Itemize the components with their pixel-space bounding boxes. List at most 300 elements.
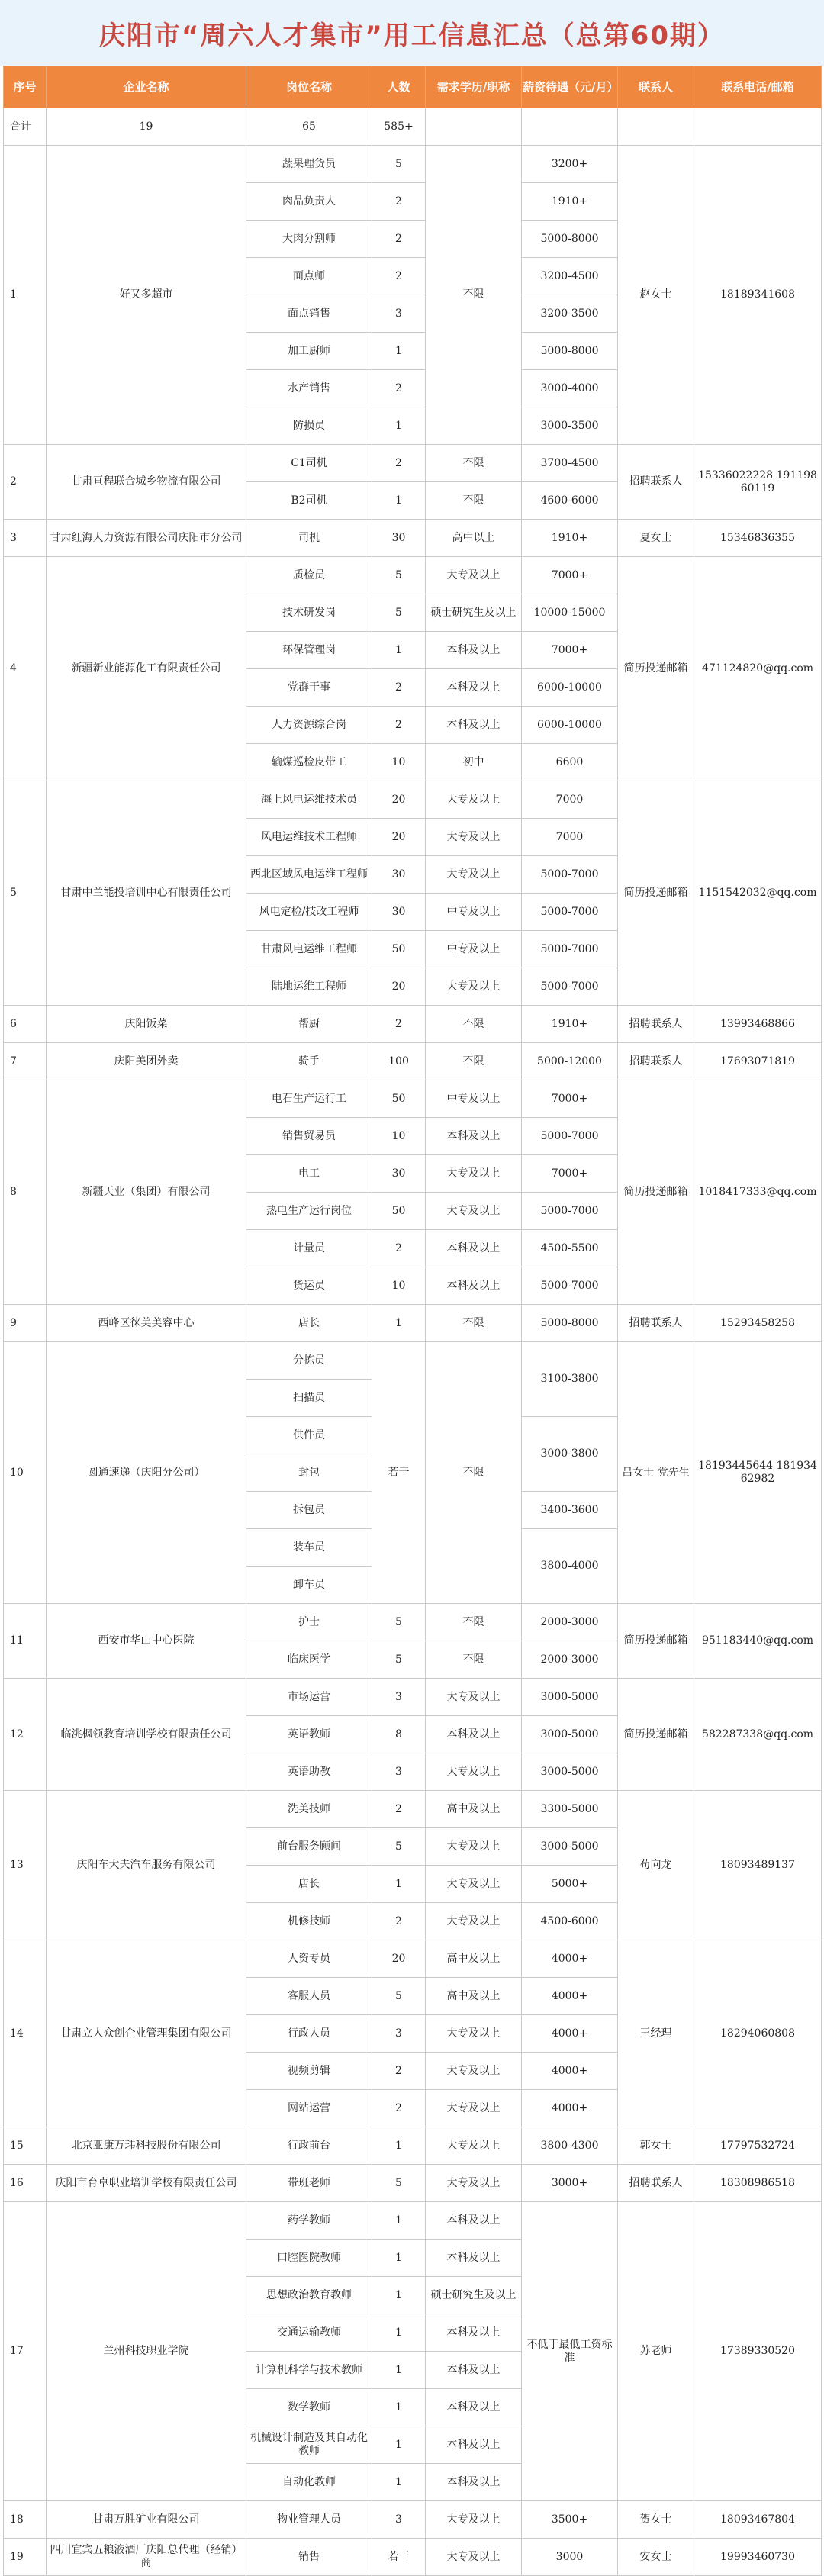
education: 本科及以上 (426, 2240, 522, 2277)
job-title: 面点销售 (246, 295, 372, 333)
table-row (4, 557, 822, 594)
table-row (4, 2539, 822, 2576)
job-count: 1 (372, 2277, 426, 2314)
job-count: 30 (372, 520, 426, 557)
job-title: 陆地运维工程师 (246, 968, 372, 1006)
salary: 4500-6000 (522, 1903, 618, 1940)
job-title: 拆包员 (246, 1492, 372, 1529)
contact-person: 简历投递邮箱 (618, 1679, 694, 1791)
job-title: 人资专员 (246, 1940, 372, 1978)
education: 大专及以上 (426, 781, 522, 819)
table-row (4, 781, 822, 819)
education: 高中以上 (426, 520, 522, 557)
company-name: 甘肃红海人力资源有限公司庆阳市分公司 (47, 520, 246, 557)
contact-person: 王经理 (618, 1940, 694, 2127)
salary: 4000+ (522, 1940, 618, 1978)
job-title: 视频剪辑 (246, 2053, 372, 2090)
contact-person: 招聘联系人 (618, 1006, 694, 1043)
education: 初中 (426, 744, 522, 781)
contact-phone: 17797532724 (694, 2127, 822, 2165)
salary: 3400-3600 (522, 1492, 618, 1529)
contact-phone: 13993468866 (694, 1006, 822, 1043)
job-title: B2司机 (246, 482, 372, 520)
contact-person: 郭女士 (618, 2127, 694, 2165)
education: 大专及以上 (426, 1753, 522, 1791)
job-title: 交通运输教师 (246, 2314, 372, 2352)
job-count: 20 (372, 781, 426, 819)
job-count: 1 (372, 333, 426, 370)
job-title: 面点师 (246, 258, 372, 295)
job-count: 2 (372, 1791, 426, 1828)
education: 大专及以上 (426, 1828, 522, 1866)
job-title: 口腔医院教师 (246, 2240, 372, 2277)
table-row (4, 2202, 822, 2240)
education: 本科及以上 (426, 1118, 522, 1155)
job-count: 3 (372, 1753, 426, 1791)
salary: 3000-5000 (522, 1679, 618, 1716)
total-people: 585+ (372, 108, 426, 146)
job-title: 药学教师 (246, 2202, 372, 2240)
job-count: 2 (372, 183, 426, 221)
job-count: 若干 (372, 2539, 426, 2576)
job-count: 30 (372, 856, 426, 894)
contact-person: 贺女士 (618, 2501, 694, 2539)
job-count: 2 (372, 258, 426, 295)
salary: 6000-10000 (522, 669, 618, 707)
table-row (4, 1679, 822, 1716)
job-title: 英语教师 (246, 1716, 372, 1753)
job-count: 1 (372, 2202, 426, 2240)
contact-person: 吕女士 党先生 (618, 1342, 694, 1604)
job-count: 50 (372, 1080, 426, 1118)
job-title: 电工 (246, 1155, 372, 1193)
row-number: 7 (4, 1043, 47, 1080)
company-name: 甘肃万胜矿业有限公司 (47, 2501, 246, 2539)
salary: 5000-8000 (522, 221, 618, 258)
job-count: 5 (372, 1978, 426, 2015)
job-count: 20 (372, 968, 426, 1006)
salary: 1910+ (522, 520, 618, 557)
row-number: 17 (4, 2202, 47, 2501)
job-count: 5 (372, 1604, 426, 1641)
job-count: 3 (372, 2015, 426, 2053)
row-number: 18 (4, 2501, 47, 2539)
salary: 5000+ (522, 1866, 618, 1903)
header-cell: 联系电话/邮箱 (694, 66, 822, 108)
salary: 6000-10000 (522, 707, 618, 744)
contact-person: 招聘联系人 (618, 445, 694, 520)
contact-person: 赵女士 (618, 146, 694, 445)
job-count: 1 (372, 407, 426, 445)
contact-phone: 471124820@qq.com (694, 557, 822, 781)
job-count: 1 (372, 632, 426, 669)
job-count: 2 (372, 707, 426, 744)
row-number: 5 (4, 781, 47, 1006)
contact-person: 招聘联系人 (618, 2165, 694, 2202)
salary: 5000-7000 (522, 856, 618, 894)
header-cell: 岗位名称 (246, 66, 372, 108)
salary: 6600 (522, 744, 618, 781)
job-title: 肉品负责人 (246, 183, 372, 221)
table-row (4, 1604, 822, 1641)
job-count: 2 (372, 445, 426, 482)
education: 大专及以上 (426, 2015, 522, 2053)
job-title: 前台服务顾问 (246, 1828, 372, 1866)
contact-phone: 15293458258 (694, 1305, 822, 1342)
row-number: 11 (4, 1604, 47, 1679)
salary: 3100-3800 (522, 1342, 618, 1417)
salary: 3000+ (522, 2165, 618, 2202)
company-name: 庆阳车大夫汽车服务有限公司 (47, 1791, 246, 1940)
salary: 4000+ (522, 2015, 618, 2053)
contact-person: 苏老师 (618, 2202, 694, 2501)
salary: 1910+ (522, 1006, 618, 1043)
row-number: 8 (4, 1080, 47, 1305)
table-row (4, 2501, 822, 2539)
company-name: 庆阳美团外卖 (47, 1043, 246, 1080)
education: 本科及以上 (426, 2389, 522, 2426)
job-count: 1 (372, 2426, 426, 2464)
company-name: 四川宜宾五粮液酒厂庆阳总代理（经销）商 (47, 2539, 246, 2576)
salary: 5000-7000 (522, 931, 618, 968)
job-count: 5 (372, 594, 426, 632)
job-title: 质检员 (246, 557, 372, 594)
job-title: 甘肃风电运维工程师 (246, 931, 372, 968)
salary: 3700-4500 (522, 445, 618, 482)
job-count: 3 (372, 1679, 426, 1716)
company-name: 临洮枫领教育培训学校有限责任公司 (47, 1679, 246, 1791)
salary: 3800-4000 (522, 1529, 618, 1604)
job-title: 带班老师 (246, 2165, 372, 2202)
salary: 3200-4500 (522, 258, 618, 295)
education: 不限 (426, 1641, 522, 1679)
education: 本科及以上 (426, 2464, 522, 2501)
salary: 10000-15000 (522, 594, 618, 632)
contact-phone: 1018417333@qq.com (694, 1080, 822, 1305)
row-number: 12 (4, 1679, 47, 1791)
company-name: 甘肃中兰能投培训中心有限责任公司 (47, 781, 246, 1006)
job-title: 机修技师 (246, 1903, 372, 1940)
salary: 5000-8000 (522, 1305, 618, 1342)
education: 大专及以上 (426, 2127, 522, 2165)
salary: 5000-7000 (522, 894, 618, 931)
company-name: 西安市华山中心医院 (47, 1604, 246, 1679)
education: 大专及以上 (426, 1679, 522, 1716)
contact-phone: 17389330520 (694, 2202, 822, 2501)
job-table (3, 66, 822, 2576)
salary: 7000+ (522, 1080, 618, 1118)
job-count: 1 (372, 2464, 426, 2501)
education: 高中及以上 (426, 1940, 522, 1978)
contact-person: 招聘联系人 (618, 1043, 694, 1080)
job-count: 100 (372, 1043, 426, 1080)
header-cell: 企业名称 (47, 66, 246, 108)
job-count: 1 (372, 2314, 426, 2352)
job-title: 风电定检/技改工程师 (246, 894, 372, 931)
job-title: 电石生产运行工 (246, 1080, 372, 1118)
job-count: 5 (372, 1828, 426, 1866)
company-name: 甘肃立人众创企业管理集团有限公司 (47, 1940, 246, 2127)
salary: 7000+ (522, 632, 618, 669)
contact-phone: 19993460730 (694, 2539, 822, 2576)
salary: 3800-4300 (522, 2127, 618, 2165)
job-count: 1 (372, 482, 426, 520)
company-name: 西峰区徕美美容中心 (47, 1305, 246, 1342)
job-title: 大肉分割师 (246, 221, 372, 258)
salary: 5000-12000 (522, 1043, 618, 1080)
row-number: 14 (4, 1940, 47, 2127)
table-row (4, 1305, 822, 1342)
contact-phone: 1151542032@qq.com (694, 781, 822, 1006)
job-title: 司机 (246, 520, 372, 557)
salary: 2000-3000 (522, 1641, 618, 1679)
contact-phone: 18093467804 (694, 2501, 822, 2539)
row-number: 19 (4, 2539, 47, 2576)
row-number: 16 (4, 2165, 47, 2202)
job-count: 30 (372, 894, 426, 931)
total-positions: 65 (246, 108, 372, 146)
row-number: 6 (4, 1006, 47, 1043)
salary: 3000-4000 (522, 370, 618, 407)
contact-phone: 18308986518 (694, 2165, 822, 2202)
education: 大专及以上 (426, 1193, 522, 1230)
contact-person: 简历投递邮箱 (618, 1080, 694, 1305)
job-count: 2 (372, 370, 426, 407)
table-row (4, 1940, 822, 1978)
table-row (4, 2165, 822, 2202)
contact-person: 苟向龙 (618, 1791, 694, 1940)
company-name: 兰州科技职业学院 (47, 2202, 246, 2501)
salary: 7000+ (522, 557, 618, 594)
job-count: 3 (372, 295, 426, 333)
job-title: 党群干事 (246, 669, 372, 707)
job-count: 30 (372, 1155, 426, 1193)
total-label: 合计 (4, 108, 47, 146)
salary: 4000+ (522, 2090, 618, 2127)
row-number: 3 (4, 520, 47, 557)
salary: 1910+ (522, 183, 618, 221)
education: 中专及以上 (426, 894, 522, 931)
contact-phone: 18294060808 (694, 1940, 822, 2127)
job-title: 骑手 (246, 1043, 372, 1080)
job-title: 数学教师 (246, 2389, 372, 2426)
contact-phone: 15346836355 (694, 520, 822, 557)
education: 大专及以上 (426, 2090, 522, 2127)
page-title: 庆阳市“周六人才集市”用工信息汇总（总第60期） (98, 20, 725, 51)
job-title: 人力资源综合岗 (246, 707, 372, 744)
contact-phone: 18193445644 18193462982 (694, 1342, 822, 1604)
header-row (4, 66, 822, 108)
job-title: 防损员 (246, 407, 372, 445)
salary: 5000-7000 (522, 1193, 618, 1230)
education: 中专及以上 (426, 1080, 522, 1118)
job-title: 物业管理人员 (246, 2501, 372, 2539)
job-title: 环保管理岗 (246, 632, 372, 669)
education: 大专及以上 (426, 1155, 522, 1193)
job-title: 护士 (246, 1604, 372, 1641)
salary: 4600-6000 (522, 482, 618, 520)
job-count: 若干 (372, 1342, 426, 1604)
company-name: 庆阳饭菜 (47, 1006, 246, 1043)
row-number: 15 (4, 2127, 47, 2165)
job-count: 50 (372, 931, 426, 968)
job-title: 风电运维技术工程师 (246, 819, 372, 856)
education: 本科及以上 (426, 1230, 522, 1267)
education: 本科及以上 (426, 2352, 522, 2389)
job-title: 帮厨 (246, 1006, 372, 1043)
education: 不限 (426, 146, 522, 445)
job-title: 思想政治教育教师 (246, 2277, 372, 2314)
job-count: 10 (372, 1267, 426, 1305)
contact-person: 安女士 (618, 2539, 694, 2576)
job-title: 热电生产运行岗位 (246, 1193, 372, 1230)
job-count: 1 (372, 2240, 426, 2277)
job-count: 5 (372, 2165, 426, 2202)
row-number: 4 (4, 557, 47, 781)
salary: 4500-5500 (522, 1230, 618, 1267)
table-row (4, 1080, 822, 1118)
contact-phone: 582287338@qq.com (694, 1679, 822, 1791)
company-name: 甘肃亘程联合城乡物流有限公司 (47, 445, 246, 520)
job-count: 10 (372, 1118, 426, 1155)
job-title: 加工厨师 (246, 333, 372, 370)
job-count: 2 (372, 669, 426, 707)
education: 不限 (426, 1604, 522, 1641)
education: 大专及以上 (426, 819, 522, 856)
education: 不限 (426, 1006, 522, 1043)
contact-person: 简历投递邮箱 (618, 781, 694, 1006)
education: 大专及以上 (426, 856, 522, 894)
company-name: 庆阳市育卓职业培训学校有限责任公司 (47, 2165, 246, 2202)
education: 高中及以上 (426, 1978, 522, 2015)
table-row (4, 1342, 822, 1380)
education: 大专及以上 (426, 2053, 522, 2090)
education: 大专及以上 (426, 2165, 522, 2202)
table-row (4, 445, 822, 482)
education: 本科及以上 (426, 2426, 522, 2464)
job-count: 1 (372, 2352, 426, 2389)
row-number: 13 (4, 1791, 47, 1940)
job-title: 水产销售 (246, 370, 372, 407)
job-title: 市场运营 (246, 1679, 372, 1716)
header-cell: 人数 (372, 66, 426, 108)
job-count: 5 (372, 1641, 426, 1679)
job-title: 分拣员 (246, 1342, 372, 1380)
table-row (4, 1043, 822, 1080)
job-count: 2 (372, 2090, 426, 2127)
salary: 3200+ (522, 146, 618, 183)
header-cell: 薪资待遇（元/月） (522, 66, 618, 108)
row-number: 9 (4, 1305, 47, 1342)
table-row (4, 520, 822, 557)
company-name: 新疆新业能源化工有限责任公司 (47, 557, 246, 781)
job-title: 行政前台 (246, 2127, 372, 2165)
salary: 7000 (522, 781, 618, 819)
salary: 3000 (522, 2539, 618, 2576)
salary: 3000-5000 (522, 1716, 618, 1753)
job-count: 1 (372, 1866, 426, 1903)
job-count: 1 (372, 2127, 426, 2165)
job-count: 2 (372, 2053, 426, 2090)
education: 本科及以上 (426, 2202, 522, 2240)
salary: 3000-3500 (522, 407, 618, 445)
education: 硕士研究生及以上 (426, 2277, 522, 2314)
job-title: 卸车员 (246, 1567, 372, 1604)
job-title: 网站运营 (246, 2090, 372, 2127)
job-title: 蔬果理货员 (246, 146, 372, 183)
education: 本科及以上 (426, 1716, 522, 1753)
education: 本科及以上 (426, 707, 522, 744)
contact-person: 简历投递邮箱 (618, 1604, 694, 1679)
job-title: 英语助教 (246, 1753, 372, 1791)
salary: 4000+ (522, 2053, 618, 2090)
job-title: 机械设计制造及其自动化教师 (246, 2426, 372, 2464)
education: 大专及以上 (426, 2501, 522, 2539)
salary: 3000-3800 (522, 1417, 618, 1492)
company-name: 北京亚康万玮科技股份有限公司 (47, 2127, 246, 2165)
education: 大专及以上 (426, 1903, 522, 1940)
education: 本科及以上 (426, 669, 522, 707)
header-cell: 序号 (4, 66, 47, 108)
job-count: 50 (372, 1193, 426, 1230)
job-count: 8 (372, 1716, 426, 1753)
job-count: 5 (372, 557, 426, 594)
salary: 4000+ (522, 1978, 618, 2015)
education: 大专及以上 (426, 2539, 522, 2576)
education: 高中及以上 (426, 1791, 522, 1828)
job-title: 输煤巡检皮带工 (246, 744, 372, 781)
job-count: 2 (372, 221, 426, 258)
education: 本科及以上 (426, 1267, 522, 1305)
job-count: 10 (372, 744, 426, 781)
job-title: 临床医学 (246, 1641, 372, 1679)
table-row (4, 146, 822, 183)
job-count: 1 (372, 1305, 426, 1342)
job-title: 西北区域风电运维工程师 (246, 856, 372, 894)
total-row (4, 108, 822, 146)
education: 不限 (426, 1305, 522, 1342)
title-band (0, 0, 824, 66)
job-title: 计量员 (246, 1230, 372, 1267)
salary: 2000-3000 (522, 1604, 618, 1641)
contact-person: 招聘联系人 (618, 1305, 694, 1342)
contact-phone: 15336022228 19119860119 (694, 445, 822, 520)
education: 大专及以上 (426, 1866, 522, 1903)
job-title: 海上风电运维技术员 (246, 781, 372, 819)
job-title: 技术研发岗 (246, 594, 372, 632)
company-name: 好又多超市 (47, 146, 246, 445)
job-title: 洗美技师 (246, 1791, 372, 1828)
contact-phone: 17693071819 (694, 1043, 822, 1080)
job-title: 客服人员 (246, 1978, 372, 2015)
salary: 3200-3500 (522, 295, 618, 333)
education: 本科及以上 (426, 2314, 522, 2352)
salary: 5000-7000 (522, 1267, 618, 1305)
row-number: 1 (4, 146, 47, 445)
salary: 7000+ (522, 1155, 618, 1193)
job-title: 销售贸易员 (246, 1118, 372, 1155)
row-number: 2 (4, 445, 47, 520)
education: 不限 (426, 445, 522, 482)
education: 不限 (426, 1342, 522, 1604)
header-cell: 需求学历/职称 (426, 66, 522, 108)
table-body (4, 108, 822, 2576)
education: 不限 (426, 1043, 522, 1080)
contact-phone: 951183440@qq.com (694, 1604, 822, 1679)
company-name: 圆通速递（庆阳分公司） (47, 1342, 246, 1604)
salary: 5000-7000 (522, 968, 618, 1006)
salary: 3000-5000 (522, 1753, 618, 1791)
